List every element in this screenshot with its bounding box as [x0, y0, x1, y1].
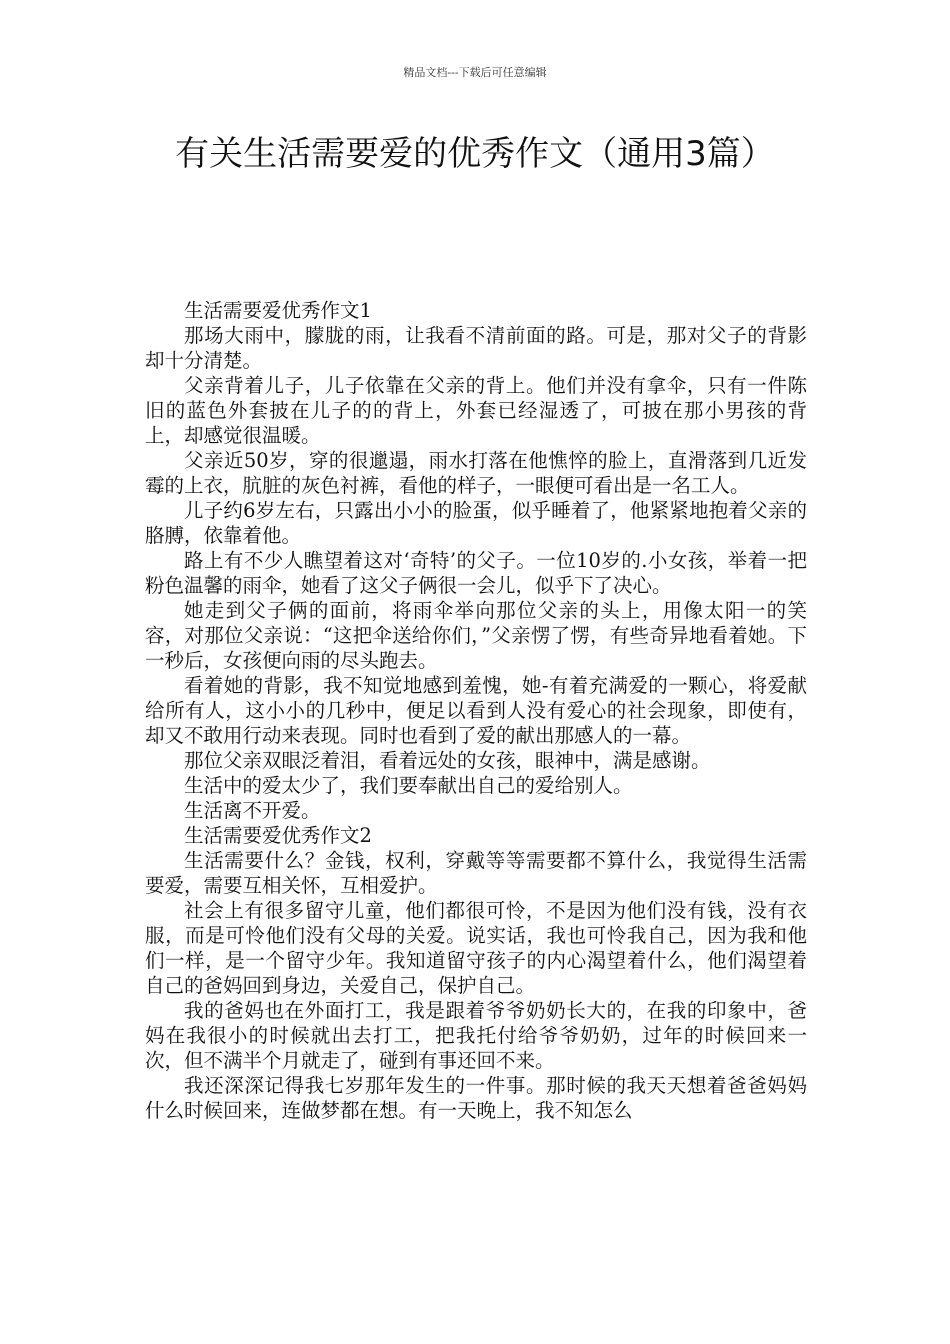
essay-1-heading: 生活需要爱优秀作文1 [184, 299, 372, 322]
essay-2-paragraph: 社会上有很多留守儿童，他们都很可怜，不是因为他们没有钱，没有衣服，而是可怜他们没有父母的关爱。说实话，我也可怜我自己，因为我和他们一样，是一个留守少年。我知道留守孩子的内心渴望着什么，他们渴望着自己的爸妈回到身边，关爱自己，保护自己。 [145, 899, 807, 997]
document-body [145, 298, 807, 1123]
document-title: 有关生活需要爱的优秀作文（通用3篇） [175, 134, 775, 174]
essay-2-paragraph: 生活需要什么？金钱，权利，穿戴等等需要都不算什么，我觉得生活需要爱，需要互相关怀，互相爱护。 [145, 849, 807, 897]
essay-1-paragraph: 儿子约6岁左右，只露出小小的脸蛋，似乎睡着了，他紧紧地抱着父亲的胳膊，依靠着他。 [145, 499, 807, 547]
essay-2-heading: 生活需要爱优秀作文2 [184, 824, 372, 847]
essay-1-paragraph: 她走到父子俩的面前，将雨伞举向那位父亲的头上，用像太阳一的笑容，对那位父亲说：“这把伞送给你们，”父亲愣了愣，有些奇异地看着她。下一秒后，女孩便向雨的尽头跑去。 [145, 599, 807, 672]
page-header: 精品文档---下载后可任意编辑 [403, 66, 547, 79]
essay-1-paragraph: 那位父亲双眼泛着泪，看着远处的女孩，眼神中，满是感谢。 [184, 749, 711, 772]
essay-1-paragraph: 看着她的背影，我不知觉地感到羞愧，她-有着充满爱的一颗心，将爱献给所有人，这小小的几秒中，便足以看到人没有爱心的社会现象，即使有，却又不敢用行动来表现。同时也看到了爱的献出那感人的一幕。 [145, 674, 807, 747]
essay-1-paragraph: 路上有不少人瞧望着这对‘奇特’的父子。一位10岁的.小女孩，举着一把粉色温馨的雨伞，她看了这父子俩很一会儿，似乎下了决心。 [145, 549, 807, 597]
essay-1-paragraph: 生活离不开爱。 [184, 799, 321, 822]
essay-2-paragraph: 我还深深记得我七岁那年发生的一件事。那时候的我天天想着爸爸妈妈什么时候回来，连做梦都在想。有一天晚上，我不知怎么 [145, 1074, 807, 1122]
essay-2-paragraph: 我的爸妈也在外面打工，我是跟着爷爷奶奶长大的，在我的印象中，爸妈在我很小的时候就出去打工，把我托付给爷爷奶奶，过年的时候回来一次，但不满半个月就走了，碰到有事还回不来。 [145, 999, 807, 1072]
essay-1-paragraph: 父亲背着儿子，儿子依靠在父亲的背上。他们并没有拿伞，只有一件陈旧的蓝色外套披在儿子的的背上，外套已经湿透了，可披在那小男孩的背上，却感觉很温暖。 [145, 374, 807, 447]
essay-1-paragraph: 父亲近50岁，穿的很邋遢，雨水打落在他憔悴的脸上，直滑落到几近发霉的上衣，肮脏的灰色衬裤，看他的样子，一眼便可看出是一名工人。 [145, 449, 807, 497]
essay-1-paragraph: 那场大雨中，朦胧的雨，让我看不清前面的路。可是，那对父子的背影却十分清楚。 [145, 324, 807, 372]
essay-1-paragraph: 生活中的爱太少了，我们要奉献出自己的爱给别人。 [184, 774, 633, 797]
